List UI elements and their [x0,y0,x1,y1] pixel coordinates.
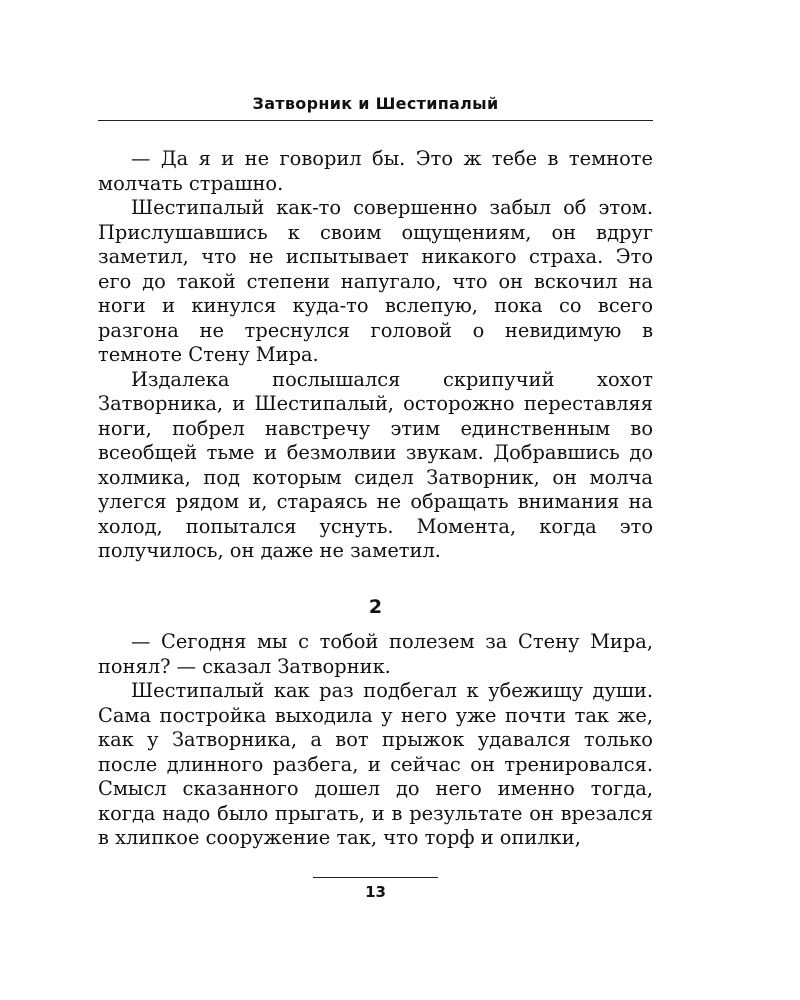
section-1-text [98,147,653,564]
paragraph: Шестипалый как-то совершенно забыл об этом. Прислушавшись к своим ощущениям, он вдруг заметил, что не испытывает никакого страха. Это его до такой степени напугало, что он вскочил на ноги и кинулся куда-то вслепую, пока со всего разгона не треснулся головой о невидимую в темноте Стену Мира. [98,196,653,366]
chapter-number: 2 [368,596,383,618]
paragraph: — Да я и не говорил бы. Это ж тебе в темноте молчать страшно. [98,147,653,195]
page-number: 13 [365,883,386,901]
paragraph: Издалека послышался скрипучий хохот Затворника, и Шестипалый, осторожно переставляя ноги, побрел навстречу этим единственным во всеобщей тьме и безмолвии звукам. Добравшись до холмика, под которым сидел Затворник, он молча улегся рядом и, стараясь не обращать внимания на холод, попытался уснуть. Момента, когда это получилось, он даже не заметил. [98,367,653,562]
paragraph: — Сегодня мы с тобой полезем за Стену Мира, понял? — сказал Затворник. [98,630,653,678]
section-2-text [98,630,653,851]
footer-rule [313,877,438,878]
header-rule [98,120,653,121]
running-head: Затворник и Шестипалый [252,94,499,113]
paragraph: Шестипалый как раз подбегал к убежищу души. Сама постройка выходила у него уже почти так же, как у Затворника, а вот прыжок удавался только после длинного разбега, и сейчас он тренировался. Смысл сказанного дошел до него именно тогда, когда надо было прыгать, и в результате он врезался в хлипкое сооружение так, что торф и опилки, [98,679,653,849]
